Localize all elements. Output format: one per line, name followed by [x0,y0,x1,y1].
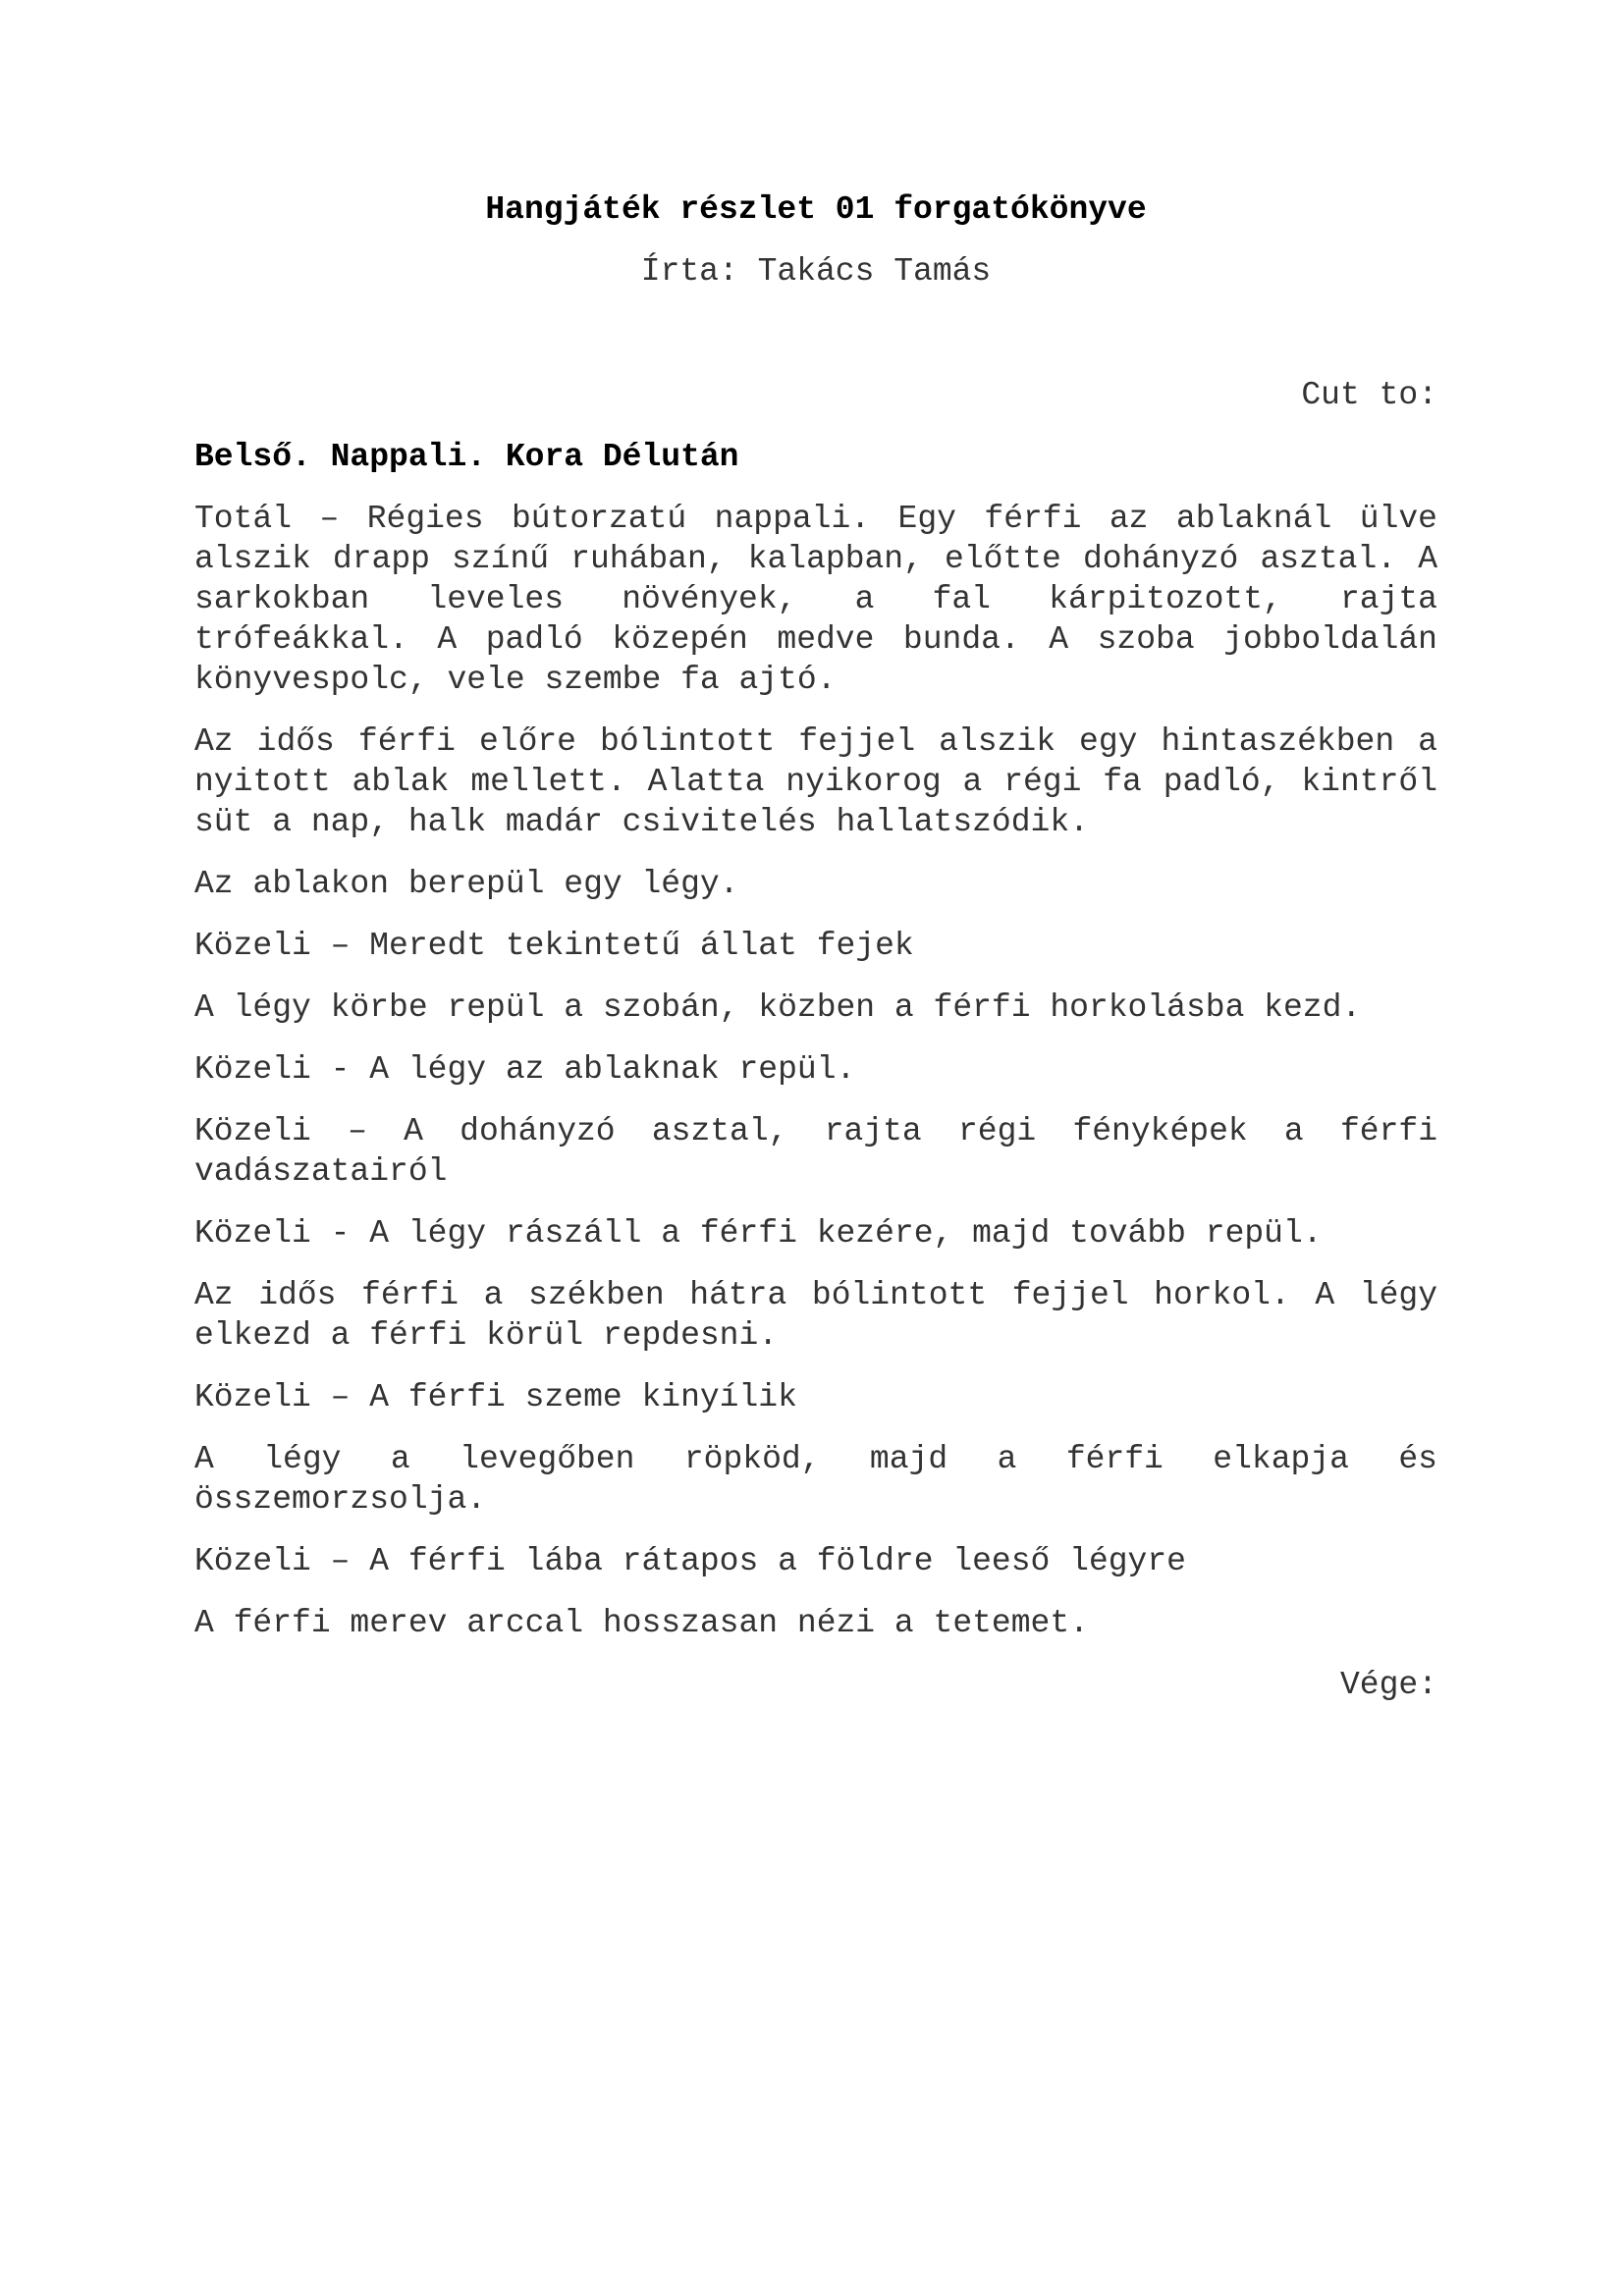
author-line: Írta: Takács Tamás [640,253,992,290]
action-paragraph-7: A férfi merev arccal hosszasan nézi a tetemet. [194,1605,1089,1641]
scene-heading: Belső. Nappali. Kora Délután [194,439,739,475]
script-body [194,189,1437,1705]
action-paragraph-4: A légy körbe repül a szobán, közben a férfi horkolásba kezd. [194,989,1362,1026]
end-marker: Vége: [1339,1667,1437,1703]
action-paragraph-5: Az idős férfi a székben hátra bólintott fejjel horkol. A légy elkezd a férfi körül repdesni. [194,1277,1437,1354]
action-paragraph-6: A légy a levegőben röpköd, majd a férfi elkapja és összemorzsolja. [194,1441,1437,1518]
shot-line-5: Közeli – A férfi szeme kinyílik [194,1379,797,1415]
shot-line-2: Közeli - A légy az ablaknak repül. [194,1051,856,1088]
shot-line-4: Közeli - A légy rászáll a férfi kezére, majd tovább repül. [194,1215,1323,1252]
cut-to-transition: Cut to: [1301,377,1437,413]
action-paragraph-2: Az idős férfi előre bólintott fejjel alszik egy hintaszékben a nyitott ablak mellett. Alatta nyikorog a régi fa padló, kintről süt a nap, halk madár csivitelés hallatszódik. [194,723,1437,840]
shot-line-3: Közeli – A dohányzó asztal, rajta régi fényképek a férfi vadászatairól [194,1113,1437,1190]
action-paragraph-3: Az ablakon berepül egy légy. [194,866,739,902]
shot-line-1: Közeli – Meredt tekintetű állat fejek [194,928,914,964]
action-paragraph-1: Totál – Régies bútorzatú nappali. Egy férfi az ablaknál ülve alszik drapp színű ruhában, kalapban, előtte dohányzó asztal. A sarkokban leveles növények, a fal kárpitozott, rajta trófeákkal. A padló közepén medve bunda. A szoba jobboldalán könyvespolc, vele szembe fa ajtó. [194,501,1437,698]
document-title: Hangjáték részlet 01 forgatókönyve [485,191,1147,228]
shot-line-6: Közeli – A férfi lába rátapos a földre leeső légyre [194,1543,1186,1579]
